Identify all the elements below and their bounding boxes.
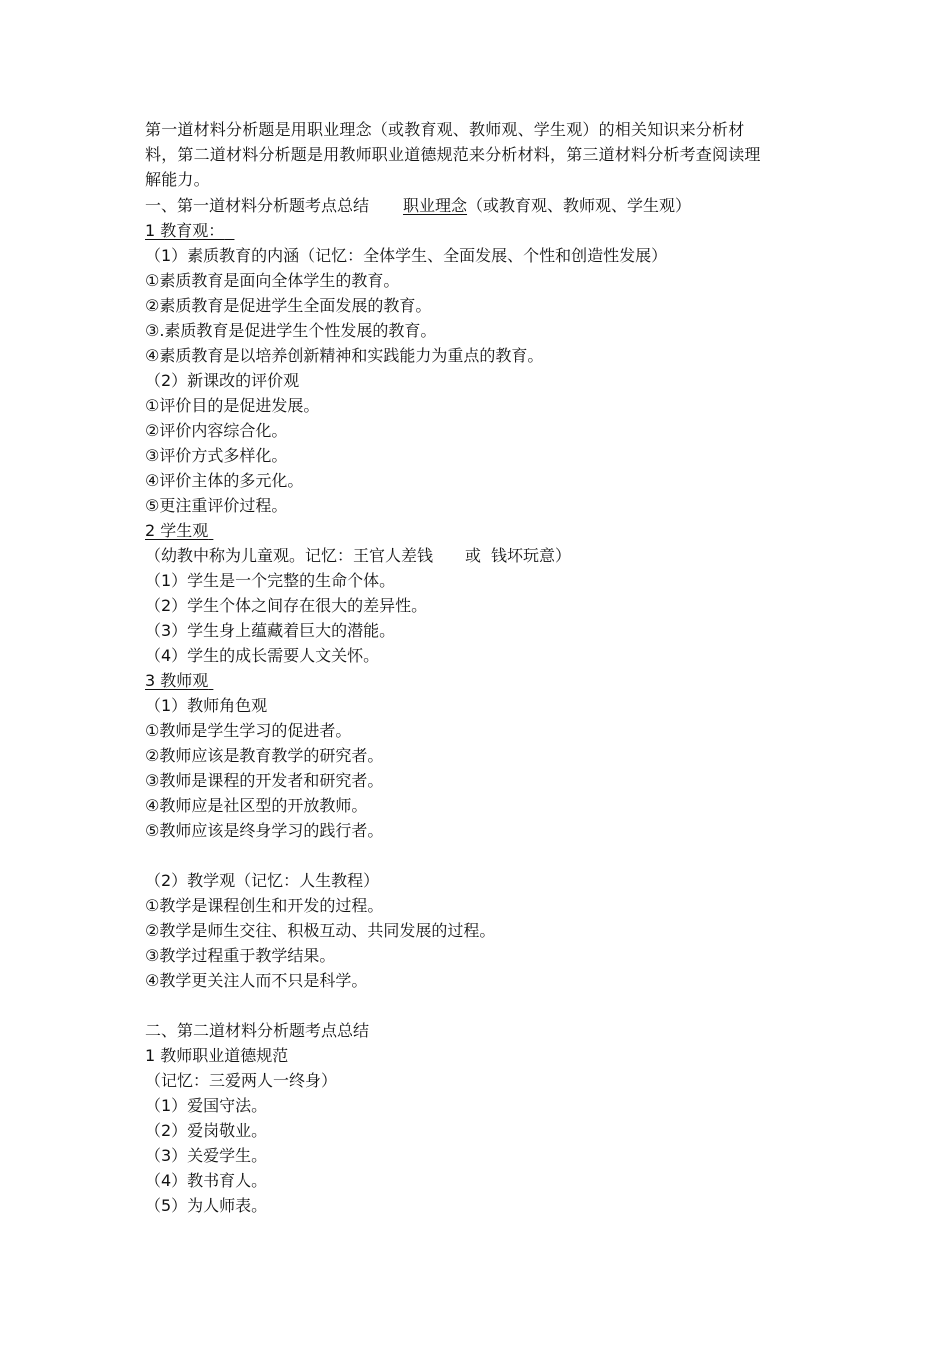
teacher-s1-item: ④教师应是社区型的开放教师。 xyxy=(145,796,368,815)
student-note-a: （幼教中称为儿童观。记忆：王官人差钱 xyxy=(145,546,434,565)
part1-keyword: 职业理念 xyxy=(403,196,468,215)
part2-item: （1）爱国守法。 xyxy=(145,1096,268,1115)
spacer xyxy=(145,993,765,1018)
edu-s2-item: ①评价目的是促进发展。 xyxy=(145,396,320,415)
teacher-title: 3 教师观 xyxy=(145,671,209,690)
edu-s2-title: （2）新课改的评价观 xyxy=(145,371,300,390)
teacher-title-line xyxy=(145,668,765,693)
student-item: （2）学生个体之间存在很大的差异性。 xyxy=(145,596,428,615)
student-note-b: 或 xyxy=(465,546,482,565)
teacher-s1-item: ①教师是学生学习的促进者。 xyxy=(145,721,352,740)
teacher-s2-item: ④教学更关注人而不只是科学。 xyxy=(145,971,368,990)
teacher-s1-title: （1）教师角色观 xyxy=(145,696,268,715)
part2-note: （记忆：三爱两人一终身） xyxy=(145,1071,338,1090)
student-item: （3）学生身上蕴藏着巨大的潜能。 xyxy=(145,621,396,640)
edu-s1-title: （1）素质教育的内涵（记忆：全体学生、全面发展、个性和创造性发展） xyxy=(145,246,668,265)
student-item: （1）学生是一个完整的生命个体。 xyxy=(145,571,396,590)
edu-s1-item: ④素质教育是以培养创新精神和实践能力为重点的教育。 xyxy=(145,346,544,365)
edu-s2-item: ⑤更注重评价过程。 xyxy=(145,496,288,515)
part2-item: （4）教书育人。 xyxy=(145,1171,268,1190)
student-title: 2 学生观 xyxy=(145,521,209,540)
teacher-s1-item: ②教师应该是教育教学的研究者。 xyxy=(145,746,384,765)
teacher-s2-item: ③教学过程重于教学结果。 xyxy=(145,946,336,965)
part2-title: 1 教师职业道德规范 xyxy=(145,1046,289,1065)
document-page xyxy=(145,117,765,1218)
student-note-c: 钱坏玩意） xyxy=(491,546,572,565)
teacher-s1-item: ③教师是课程的开发者和研究者。 xyxy=(145,771,384,790)
student-title-line xyxy=(145,518,765,543)
intro-paragraph: 第一道材料分析题是用职业理念（或教育观、教师观、学生观）的相关知识来分析材料，第二道材料分析题是用教师职业道德规范来分析材料，第三道材料分析考查阅读理解能力。 xyxy=(145,120,761,189)
edu-s1-item: ②素质教育是促进学生全面发展的教育。 xyxy=(145,296,432,315)
edu-title: 1 教育观： xyxy=(145,221,225,240)
student-item: （4）学生的成长需要人文关怀。 xyxy=(145,646,380,665)
edu-title-line xyxy=(145,218,765,243)
teacher-s2-item: ②教学是师生交往、积极互动、共同发展的过程。 xyxy=(145,921,496,940)
part2-item: （2）爱岗敬业。 xyxy=(145,1121,268,1140)
spacer xyxy=(145,843,765,868)
teacher-s2-item: ①教学是课程创生和开发的过程。 xyxy=(145,896,384,915)
part2-item: （5）为人师表。 xyxy=(145,1196,268,1215)
edu-s2-item: ④评价主体的多元化。 xyxy=(145,471,304,490)
student-note xyxy=(145,543,765,568)
part2-heading: 二、第二道材料分析题考点总结 xyxy=(145,1021,370,1040)
edu-s1-item: ③.素质教育是促进学生个性发展的教育。 xyxy=(145,321,437,340)
edu-s1-item: ①素质教育是面向全体学生的教育。 xyxy=(145,271,400,290)
edu-s2-item: ③评价方式多样化。 xyxy=(145,446,288,465)
part2-item: （3）关爱学生。 xyxy=(145,1146,268,1165)
part1-suffix: （或教育观、教师观、学生观） xyxy=(467,196,692,215)
teacher-s2-title: （2）教学观（记忆：人生教程） xyxy=(145,871,380,890)
part1-heading-line xyxy=(145,193,765,218)
part1-heading: 一、第一道材料分析题考点总结 xyxy=(145,196,370,215)
teacher-s1-item: ⑤教师应该是终身学习的践行者。 xyxy=(145,821,384,840)
edu-s2-item: ②评价内容综合化。 xyxy=(145,421,288,440)
